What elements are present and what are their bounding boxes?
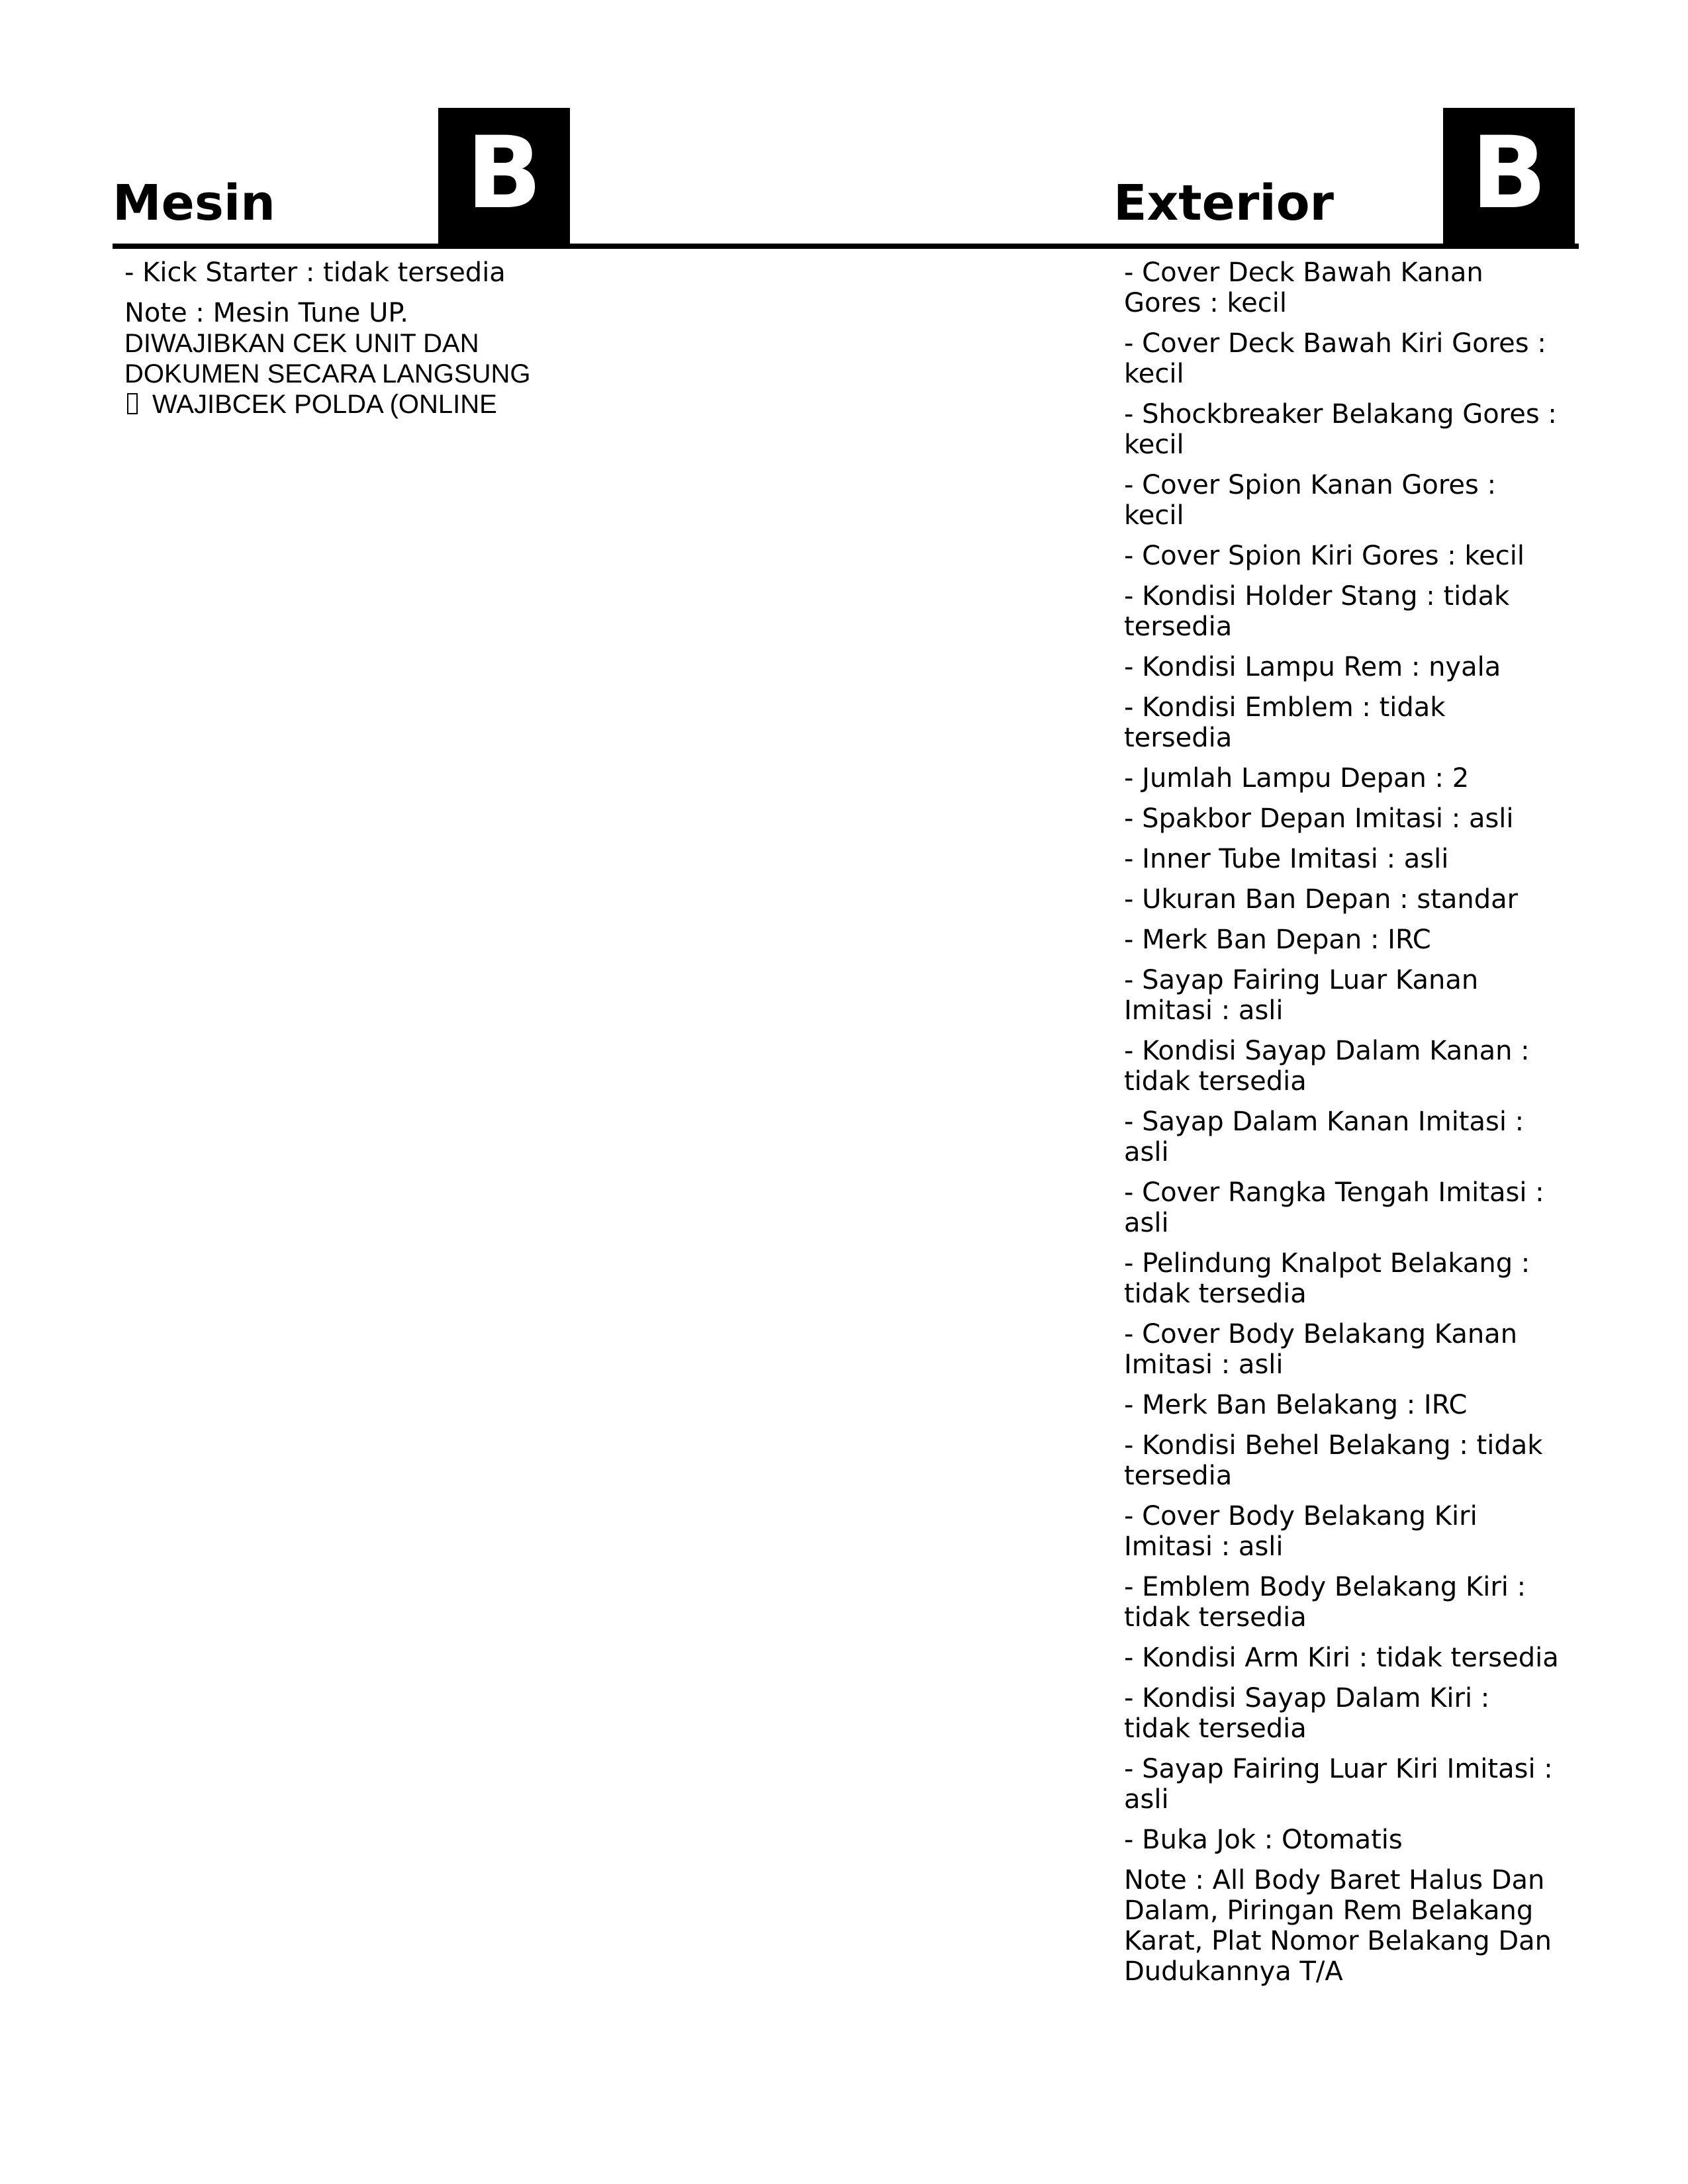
exterior-item: - Merk Ban Belakang : IRC — [1124, 1390, 1468, 1420]
exterior-item: - Shockbreaker Belakang Gores : kecil — [1124, 399, 1557, 460]
exterior-item: - Kondisi Lampu Rem : nyala — [1124, 652, 1501, 682]
exterior-item: - Sayap Dalam Kanan Imitasi : asli — [1124, 1107, 1524, 1167]
exterior-item: - Cover Deck Bawah Kiri Gores : kecil — [1124, 328, 1546, 389]
mesin-note-line: WAJIBCEK POLDA (ONLINE — [152, 390, 497, 419]
exterior-item: - Ukuran Ban Depan : standar — [1124, 884, 1519, 915]
section-divider — [113, 244, 1579, 249]
mesin-items-list — [124, 257, 588, 420]
exterior-item: - Jumlah Lampu Depan : 2 — [1124, 763, 1470, 794]
exterior-item: - Kondisi Sayap Dalam Kiri : tidak tersedia — [1124, 1683, 1490, 1744]
exterior-section-title: Exterior — [1113, 175, 1335, 232]
exterior-item: - Spakbor Depan Imitasi : asli — [1124, 803, 1514, 834]
exterior-item: - Buka Jok : Otomatis — [1124, 1825, 1403, 1855]
exterior-item: - Merk Ban Depan : IRC — [1124, 925, 1431, 955]
exterior-item: - Pelindung Knalpot Belakang : tidak tersedia — [1124, 1248, 1530, 1309]
exterior-item: - Cover Body Belakang Kiri Imitasi : asli — [1124, 1501, 1477, 1562]
exterior-item: - Inner Tube Imitasi : asli — [1124, 844, 1449, 874]
exterior-item: - Sayap Fairing Luar Kiri Imitasi : asli — [1124, 1754, 1553, 1815]
exterior-items-list — [1124, 257, 1561, 1987]
exterior-item: - Cover Body Belakang Kanan Imitasi : asli — [1124, 1319, 1518, 1380]
exterior-item: - Kondisi Holder Stang : tidak tersedia — [1124, 581, 1510, 642]
mesin-note — [124, 298, 588, 420]
exterior-item: - Cover Deck Bawah Kanan Gores : kecil — [1124, 257, 1483, 318]
exterior-grade-badge: B — [1443, 108, 1575, 244]
exterior-item: - Kondisi Sayap Dalam Kanan : tidak tersedia — [1124, 1036, 1530, 1097]
exterior-item: - Kondisi Behel Belakang : tidak tersedia — [1124, 1430, 1543, 1491]
exterior-item: - Kondisi Arm Kiri : tidak tersedia — [1124, 1643, 1559, 1673]
mesin-item: - Kick Starter : tidak tersedia — [124, 257, 506, 288]
mesin-note-label: Note : Mesin Tune UP. — [124, 298, 409, 328]
mesin-note-line: DIWAJIBKAN CEK UNIT DAN — [124, 329, 479, 358]
exterior-item: - Emblem Body Belakang Kiri : tidak tersedia — [1124, 1572, 1526, 1633]
mesin-section-title: Mesin — [113, 175, 275, 232]
exterior-item: - Sayap Fairing Luar Kanan Imitasi : asli — [1124, 965, 1479, 1026]
mesin-grade-badge: B — [438, 108, 570, 244]
box-glyph-icon — [127, 393, 138, 414]
mesin-note-line: DOKUMEN SECARA LANGSUNG — [124, 359, 531, 388]
exterior-item: - Cover Spion Kiri Gores : kecil — [1124, 541, 1524, 571]
exterior-item: - Cover Rangka Tengah Imitasi : asli — [1124, 1177, 1544, 1238]
exterior-item: - Kondisi Emblem : tidak tersedia — [1124, 692, 1446, 753]
exterior-item: - Cover Spion Kanan Gores : kecil — [1124, 470, 1497, 531]
exterior-note: Note : All Body Baret Halus Dan Dalam, Piringan Rem Belakang Karat, Plat Nomor Belakang Dan Dudukannya T/A — [1124, 1865, 1552, 1987]
